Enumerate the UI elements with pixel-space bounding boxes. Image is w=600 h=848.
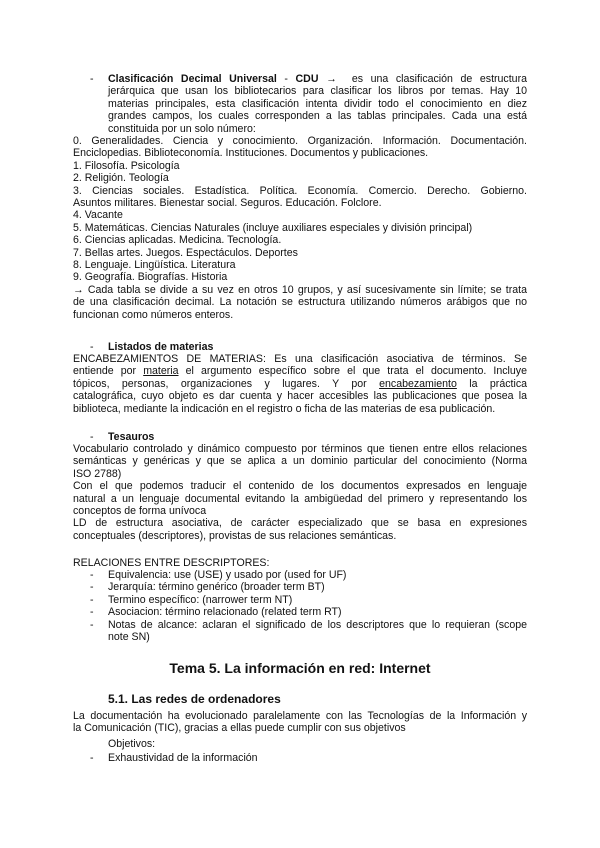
bullet-dash: - <box>90 341 94 353</box>
document-page: - Clasificación Decimal Universal - CDU → es una clasificación de estructura jerárquica que usan los bibliotecarios para clasificar los libros por temas. Hay 10 materias principales, esta clasificación intenta dividir todo el conocimiento en diez grandes campos, los cuales corresponden a las tablas principales. Cada una está constituida por un solo número: 0. Generalidades. Ciencia y conocimiento. Organización. Información. Documentación. Enciclopedias. Biblioteconomía. Instituciones. Documentos y publicaciones. 1. Filosofía. Psicología 2. Religión. Teología 3. Ciencias sociales. Estadística. Política. Economía. Comercio. Derecho. Gobierno. Asuntos militares. Bienestar social. Seguros. Educación. Folclore. 4. Vacante 5. Matemáticas. Ciencias Naturales (incluye auxiliares especiales y división principal) 6. Ciencias aplicadas. Medicina. Tecnología. 7. Bellas artes. Juegos. Espectáculos. Deportes 8. Lenguaje. Lingüística. Literatura 9. Geografía. Biografías. Historia → Cada tabla se divide a su vez en otros 10 grupos, y así sucesivamente sin límite; se trata de una clasificación decimal. La notación se estructura utilizando números arábigos que no funcionan como números enteros. - Listados de materias ENCABEZAMIENTOS DE MATERIAS: Es una clasificación asociativa de términos. Se entiende por materia el argumento específico sobre el que trata el documento. Incluye tópicos, personas, organizaciones y lugares. Y por encabezamiento la práctica catalográfica, cuyo objeto es dar cuenta y hacer accesibles las publicaciones que posea la biblioteca, mediante la indicación en el registro o ficha de las materias de esa publicación. - Tesauros Vocabulario controlado y dinámico compuesto por términos que tienen entre ellos relaciones semánticas y genéricas y que se aplica a un dominio particular del conocimiento (Norma ISO 2788) Con el que podemos traducir el contenido de los documentos expresados en lenguaje natural a un lenguaje documental evitando la ambigüedad del primero y representando los conceptos de forma unívoca LD de estructura asociativa, de carácter especializado que se basa en expresiones conceptuales (descriptores), provistas de sus relaciones semánticas. RELACIONES ENTRE DESCRIPTORES: - Equivalencia: use (USE) y usado por (used for UF) - Jerarquía: término genérico (broader term BT) - Termino específico: (narrower term NT) - Asociacion: término relacionado (related term RT) - Notas de alcance: aclaran el significado de los descriptores que lo requieran (scope note SN) Tema 5. La información en red: Internet 5.1. Las redes de ordenadores La documentación ha evolucionado paralelamente con las Tecnologías de la Información y la Comunicación (TIC), gracias a ellas puede cumplir con sus objetivos Objetivos: - Exhaustividad de la información <box>73 73 528 764</box>
cdu-class-2: 2. Religión. Teología <box>73 172 169 185</box>
list-item: Termino específico: (narrower term NT) <box>108 593 293 606</box>
cdu-class-4: 4. Vacante <box>73 209 123 222</box>
list-item: Exhaustividad de la información <box>108 752 258 764</box>
bullet-dash: - <box>90 73 94 85</box>
cdu-class-6: 6. Ciencias aplicadas. Medicina. Tecnología. <box>73 234 282 247</box>
cdu-abbr: CDU <box>295 73 319 85</box>
materias-paragraph: ENCABEZAMIENTOS DE MATERIAS: Es una clasificación asociativa de términos. Se entiende por materia el argumento específico sobre el que trata el documento. Incluye tópicos, personas, organizaciones y lugares. Y por encabezamiento la práctica catalográfica, cuyo objeto es dar cuenta y hacer accesibles las publicaciones que posea la biblioteca, mediante la indicación en el registro o ficha de las materias de esa publicación. <box>73 353 528 415</box>
cdu-class-3: 3. Ciencias sociales. Estadística. Política. Economía. Comercio. Derecho. Gobierno. <box>73 184 527 197</box>
cdu-class-7: 7. Bellas artes. Juegos. Espectáculos. Deportes <box>73 246 298 259</box>
cdu-class-8: 8. Lenguaje. Lingüística. Literatura <box>73 259 236 272</box>
materias-heading: Listados de materias <box>108 341 214 353</box>
cdu-class-1: 1. Filosofía. Psicología <box>73 159 180 172</box>
objetivos-label: Objetivos: <box>108 738 156 750</box>
relaciones-heading: RELACIONES ENTRE DESCRIPTORES: <box>73 557 270 569</box>
tesauros-heading: Tesauros <box>108 431 155 443</box>
cdu-paragraph: Clasificación Decimal Universal - CDU → es una clasificación de estructura jerárquica que usan los bibliotecarios para clasificar los libros por temas. Hay 10 materias principales, esta clasificación intenta dividir todo el conocimiento en diez grandes campos, los cuales corresponden a las tablas principales. Cada una está constituida por un solo número: <box>108 73 527 135</box>
cdu-classes-list: 0. Generalidades. Ciencia y conocimiento. Organización. Información. Documentación. Enciclopedias. Biblioteconomía. Instituciones. Documentos y publicaciones. 1. Filosofía. Psicología 2. Religión. Teología 3. Ciencias sociales. Estadística. Política. Economía. Comercio. Derecho. Gobierno. Asuntos militares. Bienestar social. Seguros. Educación. Folclore. 4. Vacante 5. Matemáticas. Ciencias Naturales (incluye auxiliares especiales y división principal) 6. Ciencias aplicadas. Medicina. Tecnología. 7. Bellas artes. Juegos. Espectáculos. Deportes 8. Lenguaje. Lingüística. Literatura 9. Geografía. Biografías. Historia → Cada tabla se divide a su vez en otros 10 grupos, y así sucesivamente sin límite; se trata de una clasificación decimal. La notación se estructura utilizando números arábigos que no funcionan como números enteros. <box>73 135 527 321</box>
list-item: Jerarquía: término genérico (broader term BT) <box>108 581 325 594</box>
section-title: 5.1. Las redes de ordenadores <box>108 692 281 706</box>
cdu-class-5: 5. Matemáticas. Ciencias Naturales (incluye auxiliares especiales y división principal) <box>73 221 473 234</box>
arrow-icon: → <box>326 73 337 85</box>
materia-term: materia <box>143 365 179 378</box>
list-item: Equivalencia: use (USE) y usado por (used for UF) <box>108 569 347 581</box>
cdu-line-1: Clasificación Decimal Universal - CDU → es una clasificación de estructura <box>108 73 527 85</box>
tesauros-paragraph: Vocabulario controlado y dinámico compuesto por términos que tienen entre ellos relaciones semánticas y genéricas y que se aplica a un dominio particular del conocimiento (Norma ISO 2788) Con el que podemos traducir el contenido de los documentos expresados en lenguaje natural a un lenguaje documental evitando la ambigüedad del primero y representando los conceptos de forma unívoca LD de estructura asociativa, de carácter especializado que se basa en expresiones conceptuales (descriptores), provistas de sus relaciones semánticas. <box>73 443 527 542</box>
list-item: Notas de alcance: aclaran el significado de los descriptores que lo requieran (scope note SN) <box>108 618 527 643</box>
list-item: Asociacion: término relacionado (related term RT) <box>108 606 342 619</box>
bullet-dash: - <box>90 431 94 443</box>
chapter-title: Tema 5. La información en red: Internet <box>169 660 431 676</box>
cdu-class-9: 9. Geografía. Biografías. Historia <box>73 271 228 284</box>
encabezamiento-term: encabezamiento <box>379 377 457 390</box>
cdu-note: → Cada tabla se divide a su vez en otros 10 grupos, y así sucesivamente sin límite; se trata <box>73 283 527 296</box>
cdu-class-0: 0. Generalidades. Ciencia y conocimiento. Organización. Información. Documentación. <box>73 135 527 147</box>
cdu-title: Clasificación Decimal Universal <box>108 73 277 85</box>
tema5-paragraph: La documentación ha evolucionado paralelamente con las Tecnologías de la Información y la Comunicación (TIC), gracias a ellas puede cumplir con sus objetivos <box>73 710 527 735</box>
